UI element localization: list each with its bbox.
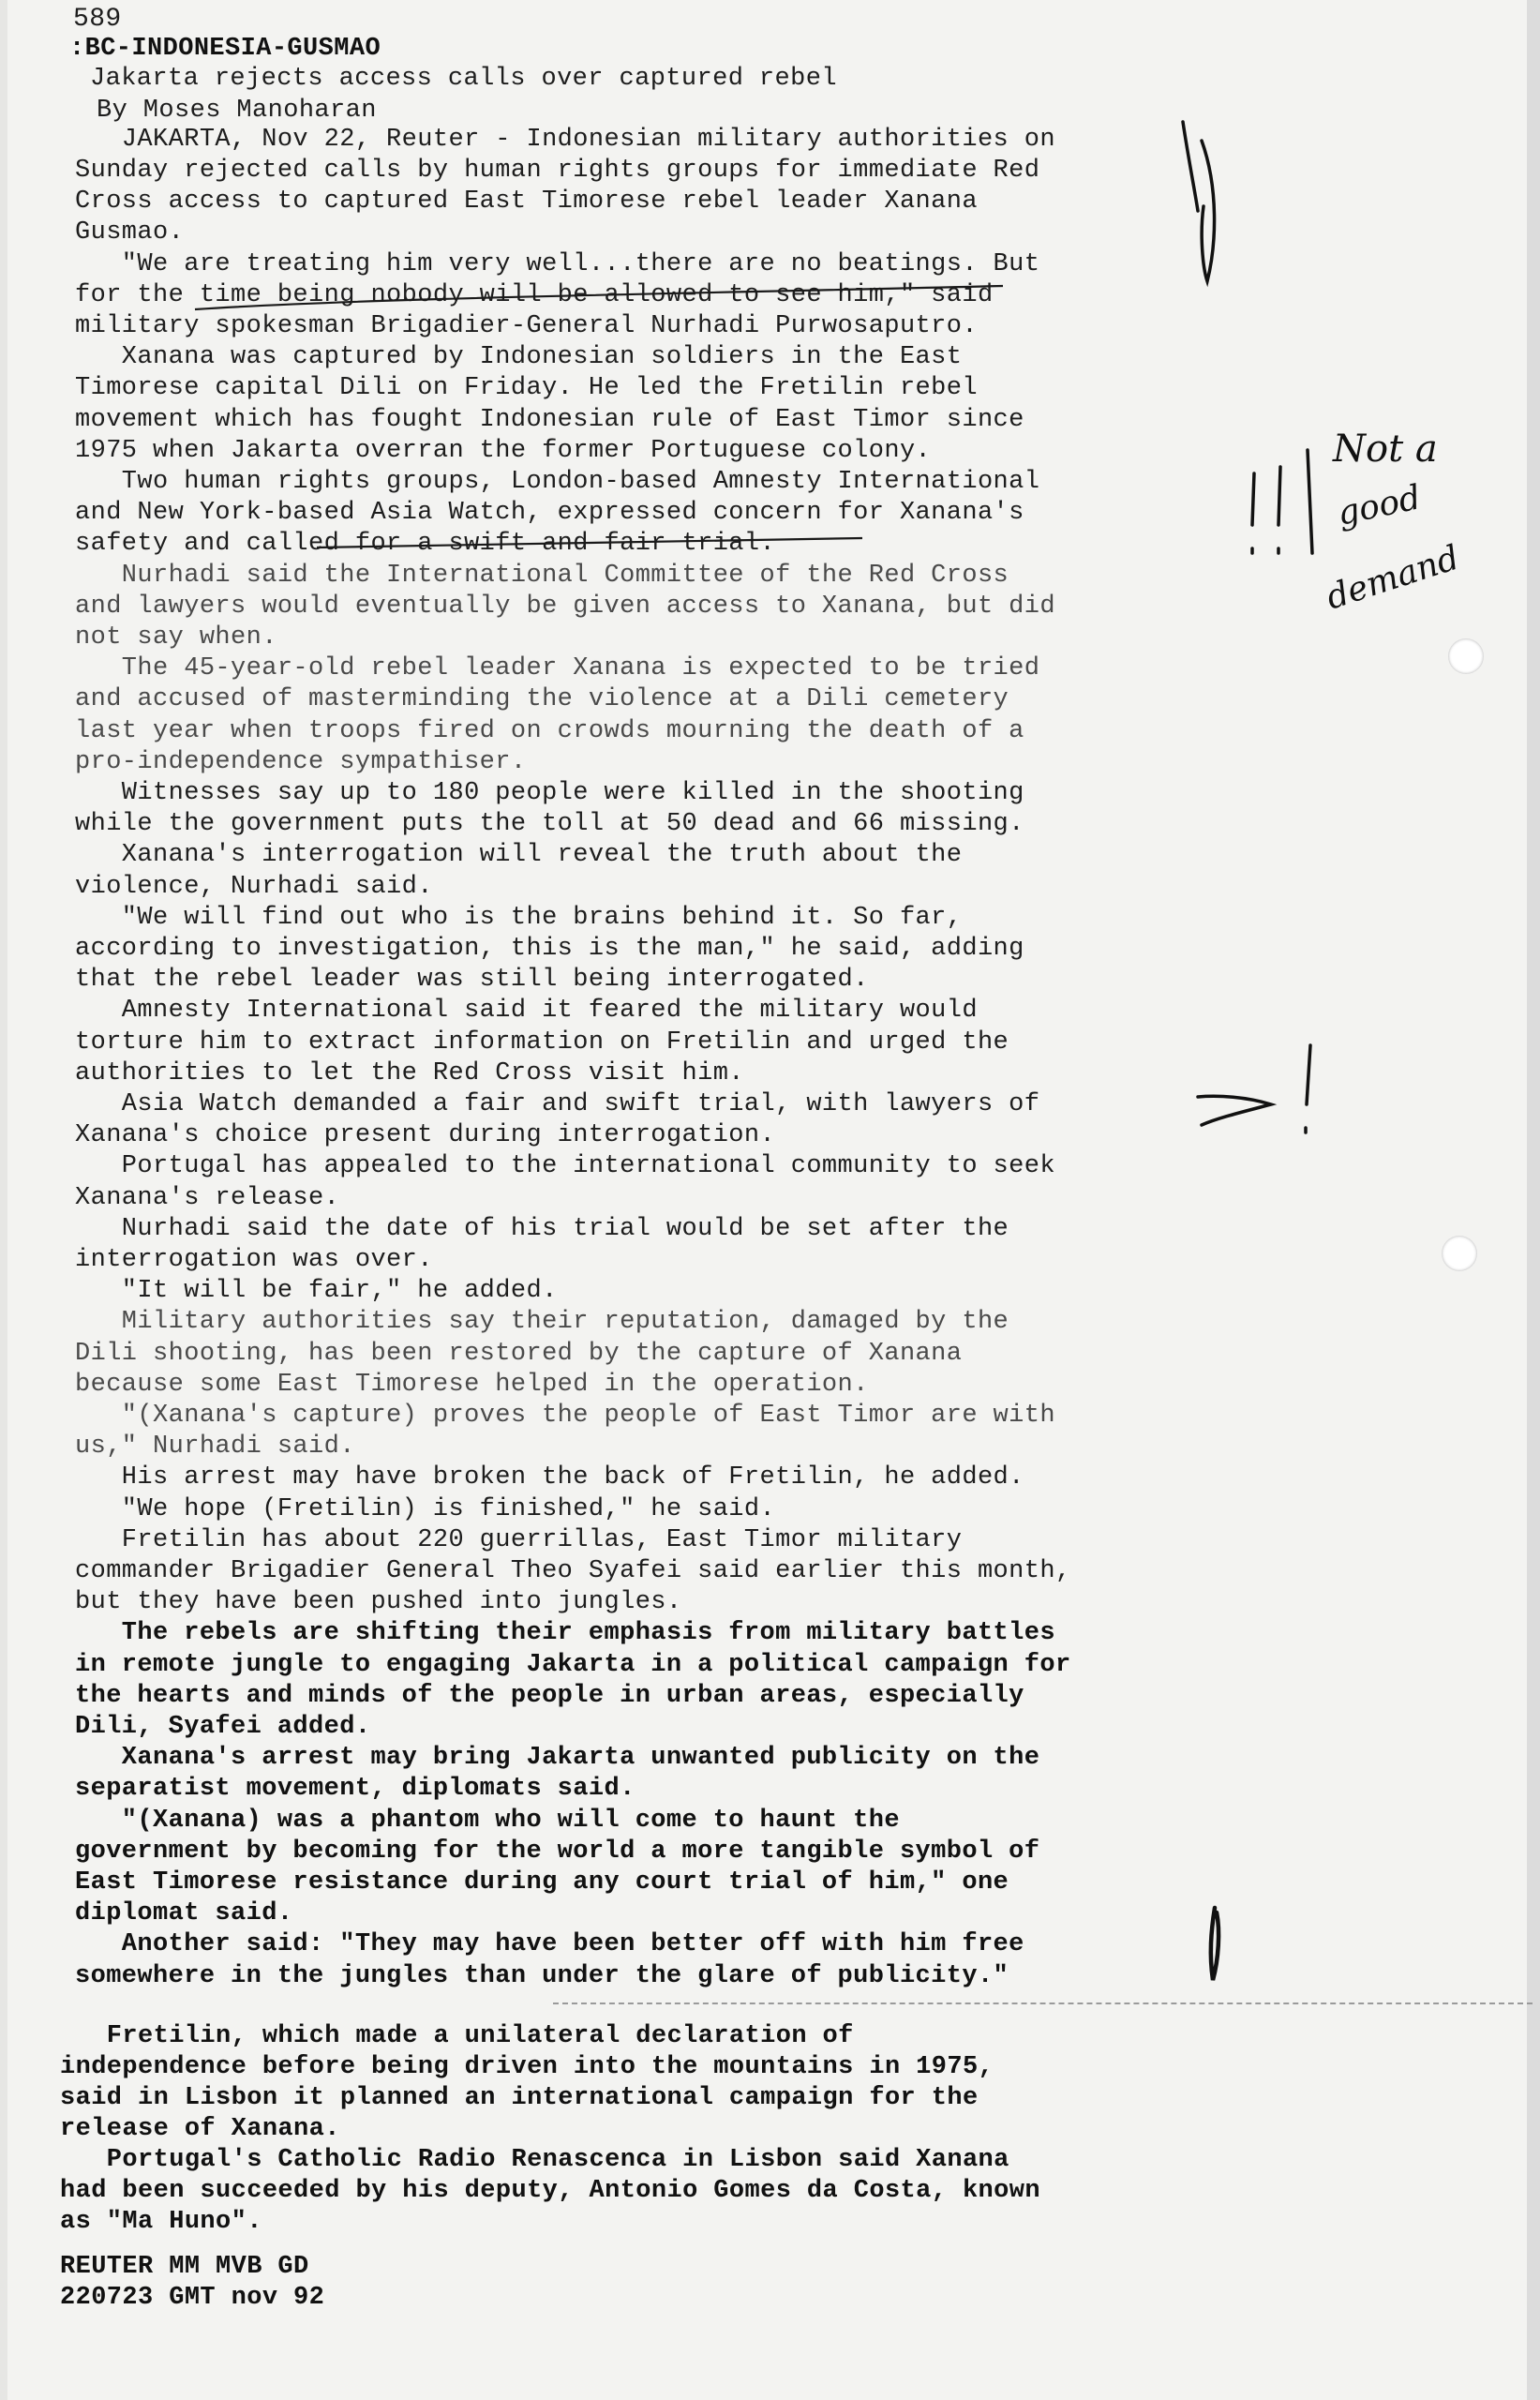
text-line: Portugal's Catholic Radio Renascenca in Lisbon said Xanana — [60, 2146, 1009, 2174]
text-line: that the rebel leader was still being interrogated. — [75, 966, 869, 994]
pen-exclaim-3 — [1308, 450, 1312, 553]
text-line: Dili, Syafei added. — [75, 1713, 371, 1741]
text-line: Cross access to captured East Timorese rebel leader Xanana — [75, 188, 978, 216]
pen-underline-trial — [317, 538, 862, 548]
text-line: us," Nurhadi said. — [75, 1432, 355, 1461]
text-line: Sunday rejected calls by human rights groups for immediate Red — [75, 157, 1040, 185]
text-line: Gusmao. — [75, 218, 185, 247]
text-line: torture him to extract information on Fretilin and urged the — [75, 1028, 1009, 1057]
pen-exclaim-4 — [1306, 1045, 1310, 1132]
text-line: Another said: "They may have been better off with him free — [75, 1930, 1024, 1958]
text-line: "It will be fair," he added. — [75, 1277, 558, 1305]
text-line: safety and called for a swift and fair trial. — [75, 530, 776, 558]
text-line: East Timorese resistance during any court trial of him," one — [75, 1868, 1009, 1897]
text-line: separatist movement, diplomats said. — [75, 1775, 635, 1803]
text-line: 1975 when Jakarta overran the former Portuguese colony. — [75, 437, 932, 465]
dateline-code: REUTER MM MVB GD — [60, 2253, 309, 2281]
pen-exclaim-1 — [1252, 473, 1254, 553]
svg-text:good: good — [1334, 478, 1425, 533]
text-line: had been succeeded by his deputy, Antonio Gomes da Costa, known — [60, 2177, 1040, 2205]
text-line: Xanana's release. — [75, 1184, 340, 1212]
pen-bracket-bottom — [1211, 1908, 1219, 1980]
text-line: and lawyers would eventually be given access to Xanana, but did — [75, 592, 1055, 621]
svg-text:demand: demand — [1322, 538, 1464, 618]
text-line: last year when troops fired on crowds mourning the death of a — [75, 717, 1024, 745]
text-line: Two human rights groups, London-based Amnesty International — [75, 468, 1040, 496]
text-line: "We will find out who is the brains behind it. So far, — [75, 904, 963, 932]
text-line: according to investigation, this is the man," he said, adding — [75, 935, 1024, 963]
text-line: Xanana's interrogation will reveal the truth about the — [75, 841, 963, 869]
byline: By Moses Manoharan — [97, 97, 377, 125]
pen-arrow — [1198, 1096, 1271, 1125]
text-line: and New York-based Asia Watch, expressed concern for Xanana's — [75, 499, 1024, 527]
handwritten-note-drawing — [1322, 428, 1464, 618]
headline: Jakarta rejects access calls over captured rebel — [90, 65, 837, 93]
pen-underline-quote — [195, 286, 1003, 309]
text-line: but they have been pushed into jungles. — [75, 1588, 682, 1616]
text-line: military spokesman Brigadier-General Nurhadi Purwosaputro. — [75, 312, 978, 340]
pen-exclaim-2 — [1278, 467, 1280, 553]
text-line: The rebels are shifting their emphasis from military battles — [75, 1619, 1055, 1647]
text-line: and accused of masterminding the violence at a Dili cemetery — [75, 685, 1009, 713]
text-line: release of Xanana. — [60, 2115, 340, 2143]
text-line: His arrest may have broken the back of Fretilin, he added. — [75, 1463, 1024, 1492]
text-line: Portugal has appealed to the international community to seek — [75, 1152, 1055, 1180]
text-line: Timorese capital Dili on Friday. He led the Fretilin rebel — [75, 374, 978, 402]
text-line: Fretilin, which made a unilateral declaration of — [60, 2022, 854, 2050]
text-line: said in Lisbon it planned an international campaign for the — [60, 2084, 979, 2112]
text-line: Fretilin has about 220 guerrillas, East Timor military — [75, 1526, 963, 1554]
page-number: 589 — [73, 5, 122, 34]
text-line: Nurhadi said the date of his trial would be set after the — [75, 1215, 1009, 1243]
text-line: movement which has fought Indonesian rule of East Timor since — [75, 406, 1024, 434]
text-line: not say when. — [75, 623, 277, 652]
text-line: commander Brigadier General Theo Syafei said earlier this month, — [75, 1557, 1071, 1585]
text-line: while the government puts the toll at 50 dead and 66 missing. — [75, 810, 1024, 838]
text-line: independence before being driven into the mountains in 1975, — [60, 2053, 994, 2081]
text-line: Witnesses say up to 180 people were killed in the shooting — [75, 779, 1024, 807]
text-line: the hearts and minds of the people in urban areas, especially — [75, 1682, 1024, 1710]
text-line: diplomat said. — [75, 1899, 293, 1928]
pen-bracket-top — [1183, 122, 1215, 281]
text-line: interrogation was over. — [75, 1246, 433, 1274]
text-line: "(Xanana) was a phantom who will come to haunt the — [75, 1807, 900, 1835]
text-line: Asia Watch demanded a fair and swift trial, with lawyers of — [75, 1090, 1040, 1118]
svg-text:Not a: Not a — [1333, 428, 1438, 471]
text-line: authorities to let the Red Cross visit him. — [75, 1059, 744, 1088]
text-line: The 45-year-old rebel leader Xanana is expected to be tried — [75, 654, 1040, 682]
text-line: pro-independence sympathiser. — [75, 748, 527, 776]
text-line: as "Ma Huno". — [60, 2208, 262, 2236]
text-line: Amnesty International said it feared the military would — [75, 997, 978, 1025]
text-line: because some East Timorese helped in the operation. — [75, 1371, 869, 1399]
text-line: "We hope (Fretilin) is finished," he said. — [75, 1495, 776, 1523]
text-line: "We are treating him very well...there are no beatings. But — [75, 250, 1040, 278]
text-line: Dili shooting, has been restored by the capture of Xanana — [75, 1340, 963, 1368]
text-line: "(Xanana's capture) proves the people of East Timor are with — [75, 1402, 1055, 1430]
text-line: for the time being nobody will be allowed to see him," said — [75, 281, 994, 309]
text-line: violence, Nurhadi said. — [75, 873, 433, 901]
text-line: Nurhadi said the International Committee of the Red Cross — [75, 562, 1009, 590]
slug-line: :BC-INDONESIA-GUSMAO — [69, 35, 381, 63]
text-line: Xanana's arrest may bring Jakarta unwanted publicity on the — [75, 1744, 1040, 1772]
text-line: Military authorities say their reputation, damaged by the — [75, 1308, 1009, 1336]
text-line: somewhere in the jungles than under the glare of publicity." — [75, 1962, 1009, 1990]
text-line: Xanana's choice present during interrogation. — [75, 1121, 776, 1149]
text-line: Xanana was captured by Indonesian soldiers in the East — [75, 343, 963, 371]
dateline-time: 220723 GMT nov 92 — [60, 2284, 325, 2312]
text-line: in remote jungle to engaging Jakarta in a political campaign for — [75, 1651, 1071, 1679]
text-line: JAKARTA, Nov 22, Reuter - Indonesian military authorities on — [75, 126, 1055, 154]
text-line: government by becoming for the world a more tangible symbol of — [75, 1838, 1040, 1866]
